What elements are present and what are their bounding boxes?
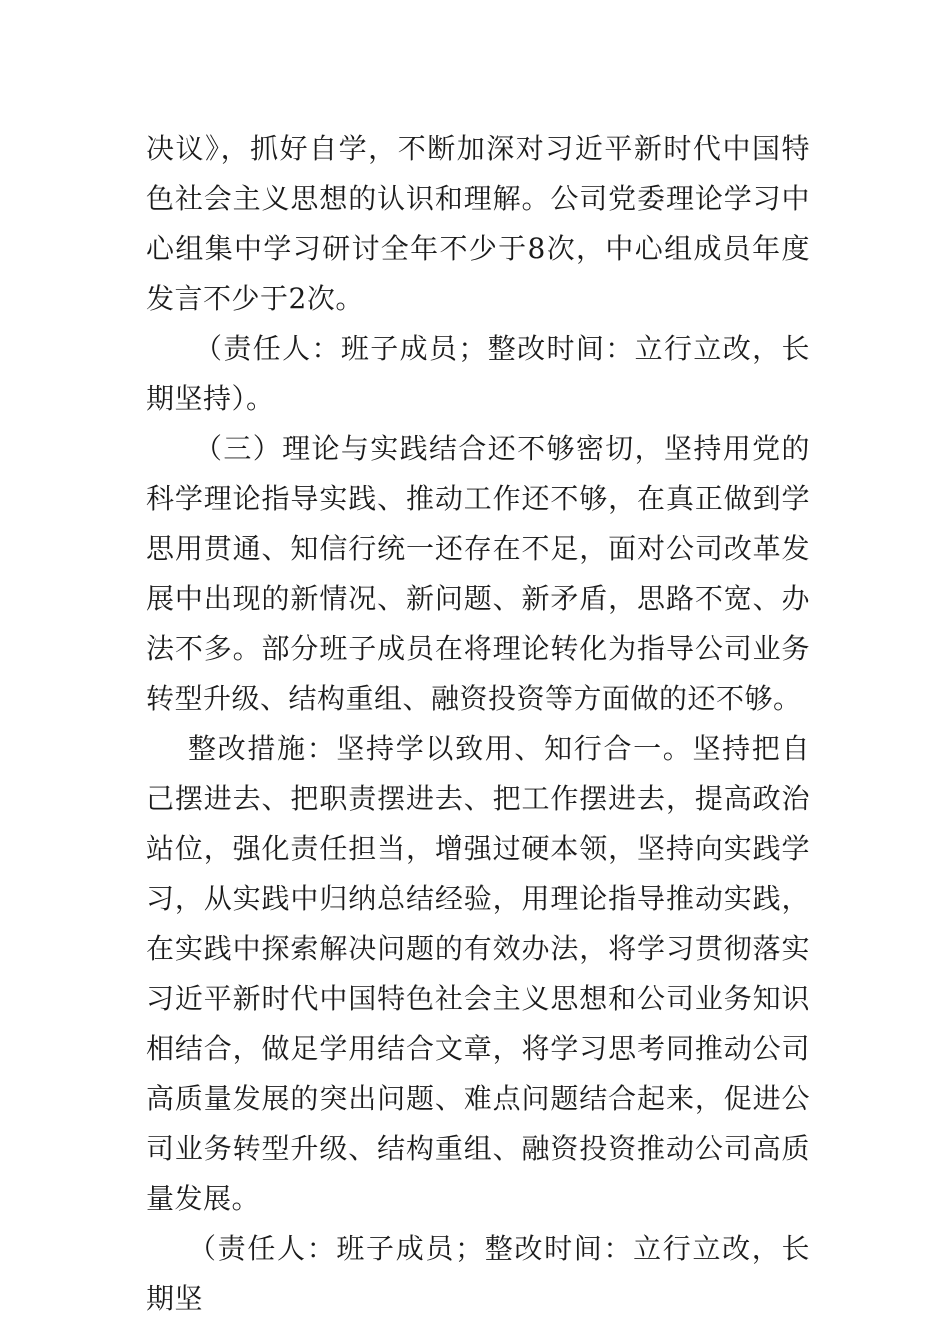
paragraph-continued-resolution: 决议》，抓好自学，不断加深对习近平新时代中国特色社会主义思想的认识和理解。公司党委理论学习中心组集中学习研讨全年不少于8次，中心组成员年度发言不少于2次。 — [146, 132, 810, 315]
paragraph-responsibility-1: （责任人：班子成员；整改时间：立行立改，长期坚持）。 — [146, 332, 810, 415]
paragraph-responsibility-2: （责任人：班子成员；整改时间：立行立改，长期坚 — [146, 1232, 810, 1315]
document-body — [146, 124, 810, 1324]
paragraph-rectification-measures: 整改措施：坚持学以致用、知行合一。坚持把自己摆进去、把职责摆进去、把工作摆进去，提高政治站位，强化责任担当，增强过硬本领，坚持向实践学习，从实践中归纳总结经验，用理论指导推动实践，在实践中探索解决问题的有效办法，将学习贯彻落实习近平新时代中国特色社会主义思想和公司业务知识相结合，做足学用结合文章，将学习思考同推动公司高质量发展的突出问题、难点问题结合起来，促进公司业务转型升级、结构重组、融资投资推动公司高质量发展。 — [146, 732, 810, 1215]
paragraph-issue-three: （三）理论与实践结合还不够密切，坚持用党的科学理论指导实践、推动工作还不够，在真正做到学思用贯通、知信行统一还存在不足，面对公司改革发展中出现的新情况、新问题、新矛盾，思路不宽、办法不多。部分班子成员在将理论转化为指导公司业务转型升级、结构重组、融资投资等方面做的还不够。 — [146, 432, 810, 715]
